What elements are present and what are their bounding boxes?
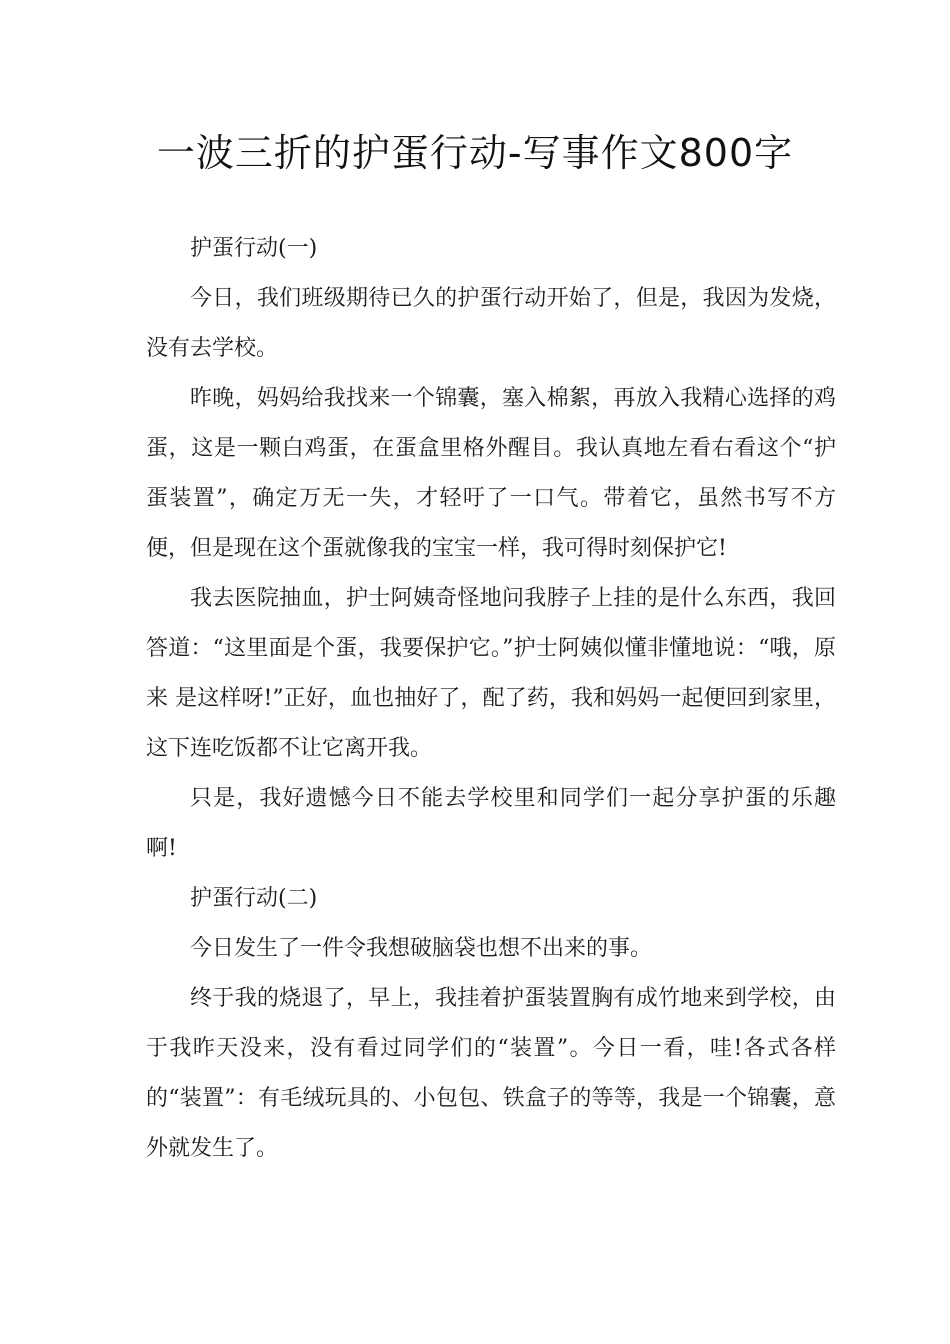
document-title: 一波三折的护蛋行动-写事作文800字 xyxy=(156,131,794,175)
paragraph: 昨晚，妈妈给我找来一个锦囊，塞入棉絮，再放入我精心选择的鸡蛋，这是一颗白鸡蛋，在蛋盒里格外醒目。我认真地左看右看这个“护蛋装置”，确定万无一失，才轻吁了一口气。带着它，虽然书写不方便，但是现在这个蛋就像我的宝宝一样，我可得时刻保护它! xyxy=(146,386,836,561)
paragraph: 我去医院抽血，护士阿姨奇怪地问我脖子上挂的是什么东西，我回答道：“这里面是个蛋，我要保护它。”护士阿姨似懂非懂地说：“哦，原来 是这样呀!”正好，血也抽好了，配了药，我和妈妈一起便回到家里，这下连吃饭都不让它离开我。 xyxy=(146,586,836,761)
document-body xyxy=(146,224,836,1174)
paragraph: 今日，我们班级期待已久的护蛋行动开始了，但是，我因为发烧，没有去学校。 xyxy=(146,286,836,361)
paragraph: 只是，我好遗憾今日不能去学校里和同学们一起分享护蛋的乐趣啊! xyxy=(146,786,836,861)
section-heading-1: 护蛋行动(一) xyxy=(190,236,318,261)
paragraph: 今日发生了一件令我想破脑袋也想不出来的事。 xyxy=(190,936,653,961)
paragraph: 终于我的烧退了，早上，我挂着护蛋装置胸有成竹地来到学校，由于我昨天没来，没有看过同学们的“装置”。今日一看，哇!各式各样的“装置”：有毛绒玩具的、小包包、铁盒子的等等，我是一个锦囊，意外就发生了。 xyxy=(146,986,836,1161)
section-heading-2: 护蛋行动(二) xyxy=(190,886,318,911)
